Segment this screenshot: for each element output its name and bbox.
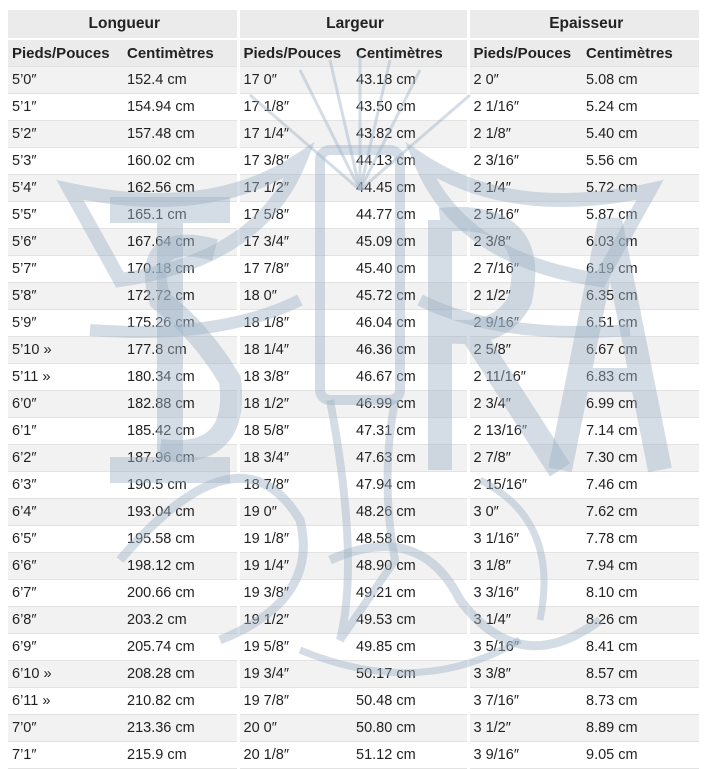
cell-longueur-feet: 5’6″ (8, 229, 123, 256)
cell-epaisseur-cm: 5.87 cm (582, 202, 699, 229)
cell-epaisseur-inches: 3 1/16″ (468, 526, 582, 553)
cell-largeur-cm: 44.45 cm (352, 175, 468, 202)
subheader-largeur-inches: Pieds/Pouces (238, 39, 352, 67)
cell-largeur-cm: 45.09 cm (352, 229, 468, 256)
cell-epaisseur-cm: 5.24 cm (582, 94, 699, 121)
cell-largeur-cm: 49.21 cm (352, 580, 468, 607)
cell-largeur-cm: 43.50 cm (352, 94, 468, 121)
cell-epaisseur-inches: 3 9/16″ (468, 742, 582, 769)
table-row (8, 661, 699, 688)
cell-epaisseur-cm: 8.89 cm (582, 715, 699, 742)
cell-largeur-inches: 18 3/4″ (238, 445, 352, 472)
cell-longueur-cm: 193.04 cm (123, 499, 238, 526)
cell-longueur-feet: 6’3″ (8, 472, 123, 499)
table-row (8, 472, 699, 499)
table-row (8, 418, 699, 445)
cell-longueur-cm: 198.12 cm (123, 553, 238, 580)
group-header-row (8, 10, 699, 39)
cell-longueur-cm: 170.18 cm (123, 256, 238, 283)
cell-longueur-cm: 195.58 cm (123, 526, 238, 553)
cell-epaisseur-inches: 3 1/8″ (468, 553, 582, 580)
cell-longueur-feet: 5’3″ (8, 148, 123, 175)
cell-epaisseur-inches: 2 15/16″ (468, 472, 582, 499)
cell-epaisseur-cm: 9.05 cm (582, 742, 699, 769)
cell-epaisseur-inches: 2 1/2″ (468, 283, 582, 310)
cell-epaisseur-inches: 2 1/16″ (468, 94, 582, 121)
cell-largeur-inches: 17 1/8″ (238, 94, 352, 121)
table-row (8, 445, 699, 472)
table-row (8, 580, 699, 607)
cell-epaisseur-inches: 2 5/8″ (468, 337, 582, 364)
cell-largeur-inches: 19 3/4″ (238, 661, 352, 688)
cell-epaisseur-cm: 7.62 cm (582, 499, 699, 526)
cell-longueur-cm: 200.66 cm (123, 580, 238, 607)
cell-largeur-cm: 48.58 cm (352, 526, 468, 553)
cell-longueur-cm: 152.4 cm (123, 67, 238, 94)
cell-epaisseur-cm: 6.03 cm (582, 229, 699, 256)
cell-longueur-feet: 6’6″ (8, 553, 123, 580)
cell-epaisseur-cm: 6.35 cm (582, 283, 699, 310)
table-row (8, 175, 699, 202)
cell-largeur-cm: 46.99 cm (352, 391, 468, 418)
header-longueur: Longueur (8, 10, 238, 39)
table-row (8, 229, 699, 256)
cell-epaisseur-cm: 8.73 cm (582, 688, 699, 715)
cell-longueur-cm: 157.48 cm (123, 121, 238, 148)
cell-longueur-cm: 162.56 cm (123, 175, 238, 202)
cell-epaisseur-inches: 2 3/4″ (468, 391, 582, 418)
table-row (8, 148, 699, 175)
cell-largeur-inches: 19 1/2″ (238, 607, 352, 634)
table-row (8, 391, 699, 418)
table-row (8, 553, 699, 580)
cell-largeur-inches: 19 1/4″ (238, 553, 352, 580)
cell-epaisseur-inches: 3 5/16″ (468, 634, 582, 661)
cell-longueur-feet: 5’1″ (8, 94, 123, 121)
cell-epaisseur-inches: 2 9/16″ (468, 310, 582, 337)
cell-largeur-cm: 46.67 cm (352, 364, 468, 391)
cell-longueur-feet: 5’2″ (8, 121, 123, 148)
table-row (8, 283, 699, 310)
cell-largeur-cm: 50.48 cm (352, 688, 468, 715)
cell-epaisseur-cm: 7.46 cm (582, 472, 699, 499)
cell-largeur-cm: 45.72 cm (352, 283, 468, 310)
cell-longueur-feet: 7’0″ (8, 715, 123, 742)
cell-epaisseur-cm: 6.99 cm (582, 391, 699, 418)
cell-epaisseur-cm: 8.26 cm (582, 607, 699, 634)
cell-largeur-cm: 48.90 cm (352, 553, 468, 580)
header-epaisseur: Epaisseur (468, 10, 699, 39)
table-row (8, 202, 699, 229)
cell-longueur-feet: 7’1″ (8, 742, 123, 769)
subheader-longueur-feet: Pieds/Pouces (8, 39, 123, 67)
cell-epaisseur-inches: 3 3/8″ (468, 661, 582, 688)
cell-epaisseur-inches: 2 0″ (468, 67, 582, 94)
cell-largeur-inches: 19 3/8″ (238, 580, 352, 607)
cell-epaisseur-cm: 7.78 cm (582, 526, 699, 553)
cell-longueur-feet: 5’4″ (8, 175, 123, 202)
cell-largeur-inches: 18 1/4″ (238, 337, 352, 364)
cell-epaisseur-cm: 6.67 cm (582, 337, 699, 364)
cell-largeur-inches: 17 1/4″ (238, 121, 352, 148)
cell-longueur-cm: 182.88 cm (123, 391, 238, 418)
cell-epaisseur-inches: 2 3/16″ (468, 148, 582, 175)
cell-epaisseur-cm: 8.57 cm (582, 661, 699, 688)
table-row (8, 337, 699, 364)
cell-longueur-cm: 175.26 cm (123, 310, 238, 337)
cell-largeur-inches: 18 7/8″ (238, 472, 352, 499)
cell-largeur-cm: 47.31 cm (352, 418, 468, 445)
cell-largeur-inches: 17 0″ (238, 67, 352, 94)
cell-longueur-feet: 5’5″ (8, 202, 123, 229)
cell-longueur-feet: 5’0″ (8, 67, 123, 94)
cell-longueur-feet: 6’8″ (8, 607, 123, 634)
cell-longueur-cm: 190.5 cm (123, 472, 238, 499)
cell-epaisseur-inches: 3 1/2″ (468, 715, 582, 742)
cell-longueur-feet: 6’7″ (8, 580, 123, 607)
cell-longueur-cm: 187.96 cm (123, 445, 238, 472)
cell-longueur-feet: 6’11 » (8, 688, 123, 715)
cell-longueur-cm: 185.42 cm (123, 418, 238, 445)
cell-largeur-cm: 51.12 cm (352, 742, 468, 769)
cell-epaisseur-cm: 5.08 cm (582, 67, 699, 94)
cell-epaisseur-cm: 8.41 cm (582, 634, 699, 661)
sub-header-row (8, 39, 699, 67)
cell-largeur-cm: 45.40 cm (352, 256, 468, 283)
subheader-epaisseur-cm: Centimètres (582, 39, 699, 67)
cell-longueur-cm: 210.82 cm (123, 688, 238, 715)
cell-longueur-feet: 6’0″ (8, 391, 123, 418)
cell-epaisseur-inches: 2 13/16″ (468, 418, 582, 445)
cell-largeur-inches: 17 5/8″ (238, 202, 352, 229)
table-row (8, 526, 699, 553)
cell-longueur-cm: 154.94 cm (123, 94, 238, 121)
table-row (8, 310, 699, 337)
cell-largeur-cm: 50.80 cm (352, 715, 468, 742)
cell-epaisseur-cm: 5.40 cm (582, 121, 699, 148)
cell-longueur-cm: 203.2 cm (123, 607, 238, 634)
table-row (8, 607, 699, 634)
cell-epaisseur-inches: 2 1/4″ (468, 175, 582, 202)
cell-largeur-cm: 43.18 cm (352, 67, 468, 94)
cell-epaisseur-cm: 7.30 cm (582, 445, 699, 472)
cell-longueur-feet: 6’9″ (8, 634, 123, 661)
cell-largeur-inches: 18 0″ (238, 283, 352, 310)
cell-largeur-cm: 49.53 cm (352, 607, 468, 634)
cell-longueur-cm: 215.9 cm (123, 742, 238, 769)
table-body (8, 67, 699, 769)
cell-epaisseur-inches: 2 5/16″ (468, 202, 582, 229)
cell-largeur-inches: 20 0″ (238, 715, 352, 742)
cell-epaisseur-cm: 7.14 cm (582, 418, 699, 445)
cell-longueur-feet: 5’8″ (8, 283, 123, 310)
cell-largeur-inches: 19 5/8″ (238, 634, 352, 661)
cell-largeur-inches: 17 3/4″ (238, 229, 352, 256)
cell-largeur-cm: 46.36 cm (352, 337, 468, 364)
cell-epaisseur-cm: 6.19 cm (582, 256, 699, 283)
cell-largeur-inches: 18 1/8″ (238, 310, 352, 337)
cell-epaisseur-inches: 2 7/16″ (468, 256, 582, 283)
cell-largeur-inches: 18 5/8″ (238, 418, 352, 445)
subheader-longueur-cm: Centimètres (123, 39, 238, 67)
subheader-largeur-cm: Centimètres (352, 39, 468, 67)
cell-largeur-inches: 18 1/2″ (238, 391, 352, 418)
cell-largeur-inches: 18 3/8″ (238, 364, 352, 391)
cell-epaisseur-inches: 3 3/16″ (468, 580, 582, 607)
cell-longueur-feet: 5’10 » (8, 337, 123, 364)
cell-largeur-cm: 49.85 cm (352, 634, 468, 661)
cell-longueur-feet: 5’11 » (8, 364, 123, 391)
cell-largeur-inches: 19 1/8″ (238, 526, 352, 553)
cell-epaisseur-cm: 6.51 cm (582, 310, 699, 337)
cell-longueur-cm: 165.1 cm (123, 202, 238, 229)
cell-longueur-cm: 213.36 cm (123, 715, 238, 742)
table-row (8, 94, 699, 121)
table-row (8, 742, 699, 769)
cell-longueur-feet: 6’2″ (8, 445, 123, 472)
cell-largeur-cm: 50.17 cm (352, 661, 468, 688)
cell-largeur-inches: 19 0″ (238, 499, 352, 526)
cell-largeur-cm: 46.04 cm (352, 310, 468, 337)
cell-epaisseur-cm: 7.94 cm (582, 553, 699, 580)
cell-epaisseur-inches: 2 1/8″ (468, 121, 582, 148)
cell-longueur-cm: 160.02 cm (123, 148, 238, 175)
cell-longueur-cm: 208.28 cm (123, 661, 238, 688)
cell-largeur-inches: 20 1/8″ (238, 742, 352, 769)
cell-longueur-feet: 6’10 » (8, 661, 123, 688)
cell-longueur-feet: 5’7″ (8, 256, 123, 283)
cell-longueur-feet: 6’1″ (8, 418, 123, 445)
cell-longueur-cm: 205.74 cm (123, 634, 238, 661)
cell-epaisseur-cm: 5.72 cm (582, 175, 699, 202)
cell-epaisseur-cm: 6.83 cm (582, 364, 699, 391)
cell-largeur-inches: 17 3/8″ (238, 148, 352, 175)
table-row (8, 688, 699, 715)
size-conversion-table (8, 10, 699, 769)
cell-epaisseur-cm: 5.56 cm (582, 148, 699, 175)
table-row (8, 634, 699, 661)
cell-epaisseur-inches: 3 7/16″ (468, 688, 582, 715)
cell-largeur-inches: 19 7/8″ (238, 688, 352, 715)
cell-longueur-cm: 180.34 cm (123, 364, 238, 391)
header-largeur: Largeur (238, 10, 468, 39)
cell-largeur-cm: 44.13 cm (352, 148, 468, 175)
cell-longueur-cm: 167.64 cm (123, 229, 238, 256)
table-row (8, 67, 699, 94)
cell-largeur-cm: 47.63 cm (352, 445, 468, 472)
cell-epaisseur-inches: 2 3/8″ (468, 229, 582, 256)
table-row (8, 715, 699, 742)
cell-epaisseur-inches: 3 1/4″ (468, 607, 582, 634)
cell-largeur-cm: 44.77 cm (352, 202, 468, 229)
cell-epaisseur-inches: 2 11/16″ (468, 364, 582, 391)
table-row (8, 256, 699, 283)
cell-largeur-cm: 43.82 cm (352, 121, 468, 148)
cell-longueur-feet: 6’4″ (8, 499, 123, 526)
table-row (8, 121, 699, 148)
cell-largeur-inches: 17 7/8″ (238, 256, 352, 283)
cell-longueur-cm: 172.72 cm (123, 283, 238, 310)
table-row (8, 499, 699, 526)
cell-longueur-cm: 177.8 cm (123, 337, 238, 364)
cell-epaisseur-cm: 8.10 cm (582, 580, 699, 607)
subheader-epaisseur-inches: Pieds/Pouces (468, 39, 582, 67)
cell-epaisseur-inches: 3 0″ (468, 499, 582, 526)
cell-largeur-inches: 17 1/2″ (238, 175, 352, 202)
cell-largeur-cm: 48.26 cm (352, 499, 468, 526)
table-row (8, 364, 699, 391)
cell-largeur-cm: 47.94 cm (352, 472, 468, 499)
cell-longueur-feet: 5’9″ (8, 310, 123, 337)
cell-epaisseur-inches: 2 7/8″ (468, 445, 582, 472)
cell-longueur-feet: 6’5″ (8, 526, 123, 553)
